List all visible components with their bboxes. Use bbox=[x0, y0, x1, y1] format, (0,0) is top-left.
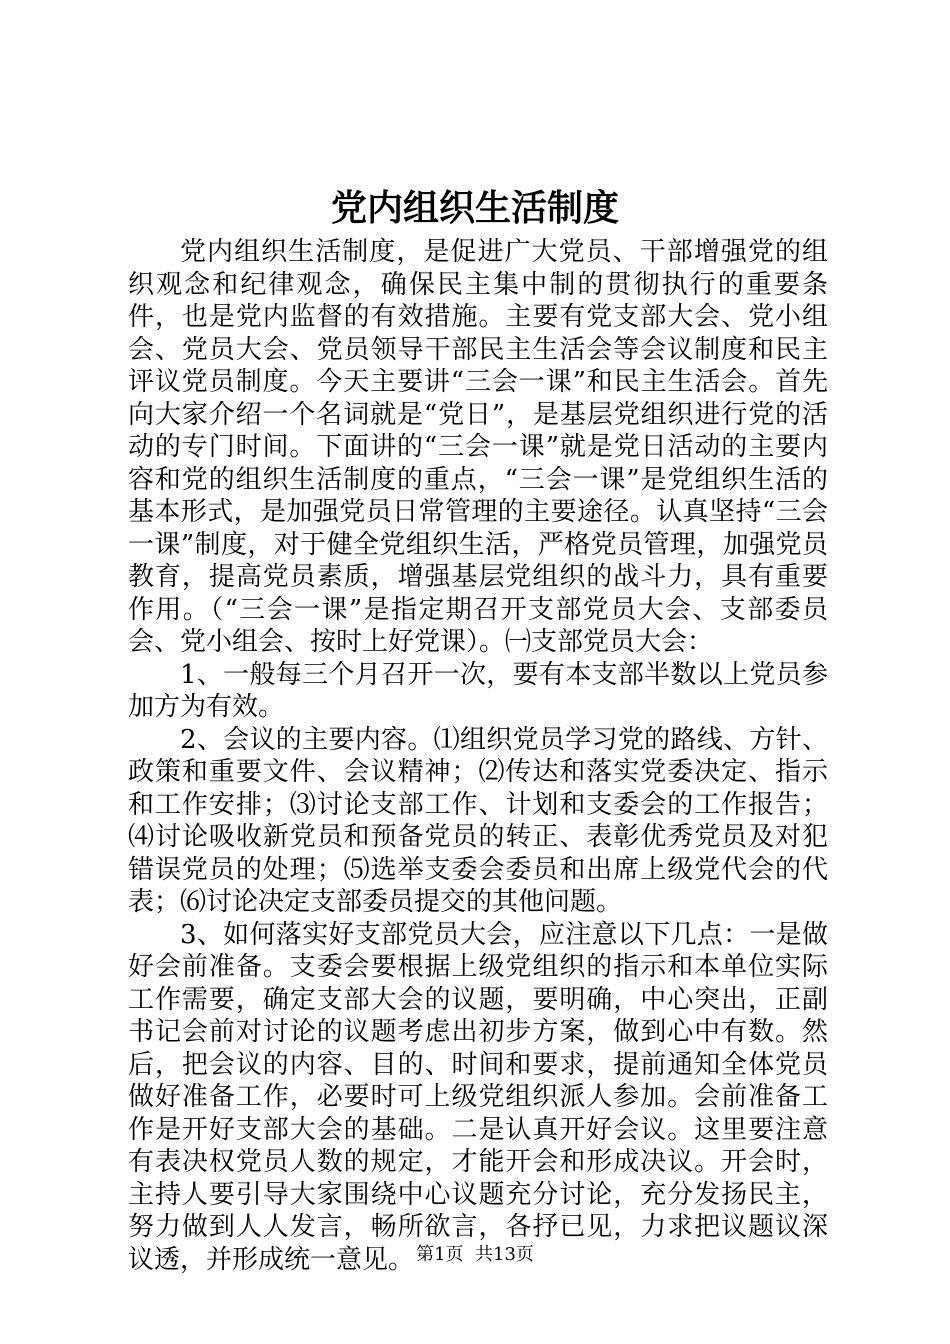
paragraph-item-2: 2、会议的主要内容。⑴组织党员学习党的路线、方针、政策和重要文件、会议精神；⑵传达和落实党委决定、指示和工作安排；⑶讨论支部工作、计划和支委会的工作报告；⑷讨论吸收新党员和预备党员的转正、表彰优秀党员及对犯错误党员的处理；⑸选举支委会委员和出席上级党代会的代表；⑹讨论决定支部委员提交的其他问题。 bbox=[128, 724, 828, 917]
paragraph-intro: 党内组织生活制度，是促进广大党员、干部增强党的组织观念和纪律观念，确保民主集中制的贯彻执行的重要条件，也是党内监督的有效措施。主要有党支部大会、党小组会、党员大会、党员领导干部民主生活会等会议制度和民主评议党员制度。今天主要讲“三会一课”和民主生活会。首先向大家介绍一个名词就是“党日”，是基层党组织进行党的活动的专门时间。下面讲的“三会一课”就是党日活动的主要内容和党的组织生活制度的重点，“三会一课”是党组织生活的基本形式，是加强党员日常管理的主要途径。认真坚持“三会一课”制度，对于健全党组织生活，严格党员管理，加强党员教育，提高党员素质，增强基层党组织的战斗力，具有重要作用。（“三会一课”是指定期召开支部党员大会、支部委员会、党小组会、按时上好党课）。㈠支部党员大会： bbox=[128, 237, 828, 657]
page-number-footer: 第1页 共13页 bbox=[416, 1244, 534, 1265]
paragraph-item-3: 3、如何落实好支部党员大会，应注意以下几点：一是做好会前准备。支委会要根据上级党组织的指示和本单位实际工作需要，确定支部大会的议题，要明确，中心突出，正副书记会前对讨论的议题考虑出初步方案，做到心中有数。然后，把会议的内容、目的、时间和要求，提前通知全体党员做好准备工作，必要时可上级党组织派人参加。会前准备工作是开好支部大会的基础。二是认真开好会议。这里要注意有表决权党员人数的规定，才能开会和形成决议。开会时，主持人要引导大家围绕中心议题充分讨论，充分发扬民主，努力做到人人发言，畅所欲言，各抒已见，力求把议题议深议透，并形成统一意见。 bbox=[128, 919, 828, 1275]
document-body bbox=[128, 236, 828, 1276]
paragraph-item-1: 1、一般每三个月召开一次，要有本支部半数以上党员参加方为有效。 bbox=[128, 659, 828, 722]
document-title: 党内组织生活制度 bbox=[330, 187, 619, 229]
